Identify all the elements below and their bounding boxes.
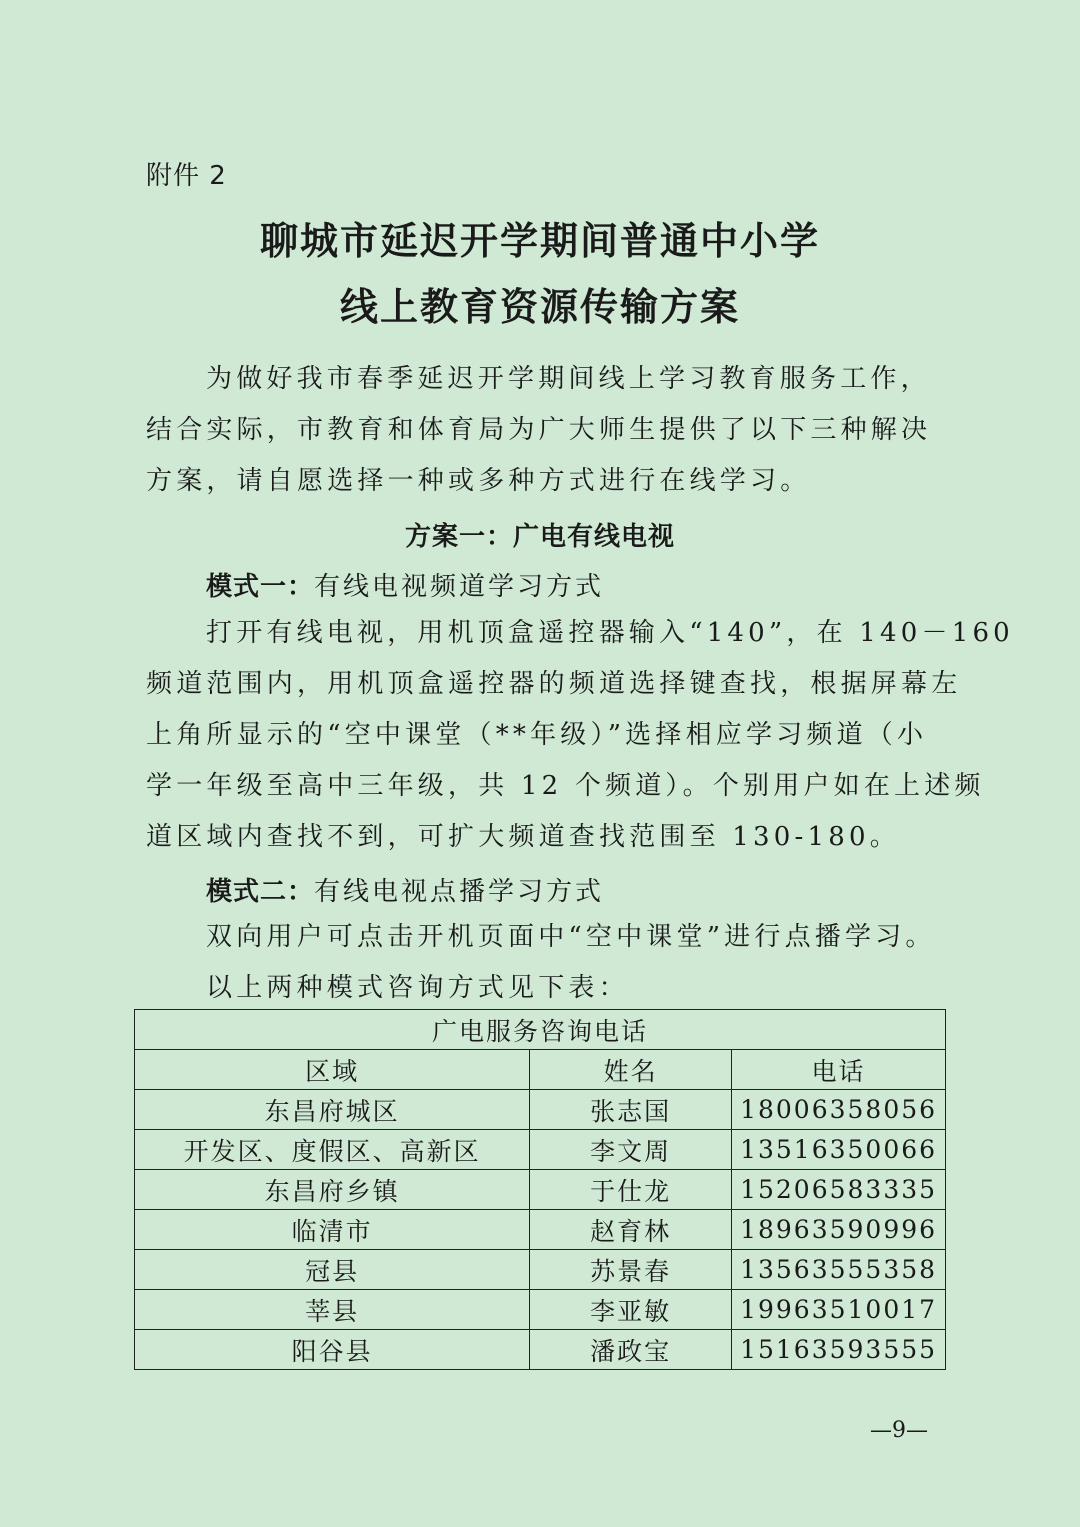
mode1-line: 道区域内查找不到，可扩大频道查找范围至 130-180。 <box>146 822 900 852</box>
cell-region: 莘县 <box>135 1290 530 1330</box>
cell-region: 阳谷县 <box>135 1330 530 1370</box>
cell-phone: 19963510017 <box>732 1290 946 1330</box>
mode2-line: 双向用户可点击开机页面中“空中课堂”进行点播学习。 <box>206 922 936 952</box>
cell-name: 苏景春 <box>530 1250 732 1290</box>
table-row <box>135 1170 946 1210</box>
document-title-line-2: 线上教育资源传输方案 <box>339 285 740 329</box>
mode1-paragraph <box>146 608 1014 863</box>
plan1-heading: 方案一：广电有线电视 <box>404 522 675 552</box>
cell-phone: 13516350066 <box>732 1130 946 1170</box>
mode1-label: 模式一： <box>206 572 315 602</box>
cell-region: 开发区、度假区、高新区 <box>135 1130 530 1170</box>
table-row <box>135 1210 946 1250</box>
cell-phone: 18963590996 <box>732 1210 946 1250</box>
intro-line: 结合实际，市教育和体育局为广大师生提供了以下三种解决 <box>146 415 932 445</box>
header-name: 姓名 <box>530 1050 732 1090</box>
table-caption: 广电服务咨询电话 <box>135 1010 946 1050</box>
cell-region: 东昌府乡镇 <box>135 1170 530 1210</box>
intro-line: 方案，请自愿选择一种或多种方式进行在线学习。 <box>146 466 811 496</box>
intro-line: 为做好我市春季延迟开学期间线上学习教育服务工作， <box>206 364 931 394</box>
cell-name: 潘政宝 <box>530 1330 732 1370</box>
contact-table <box>134 1009 946 1370</box>
mode1-line: 频道范围内，用机顶盒遥控器的频道选择键查找，根据屏幕左 <box>146 669 962 699</box>
header-region: 区域 <box>135 1050 530 1090</box>
table-row <box>135 1090 946 1130</box>
cell-name: 张志国 <box>530 1090 732 1130</box>
mode1-text: 有线电视频道学习方式 <box>314 572 605 602</box>
mode1-line: 上角所显示的“空中课堂（**年级）”选择相应学习频道（小 <box>146 720 928 750</box>
mode2-paragraph <box>146 912 936 1014</box>
cell-phone: 15206583335 <box>732 1170 946 1210</box>
mode1-line: 打开有线电视，用机顶盒遥控器输入“140”，在 140－160 <box>206 618 1014 648</box>
mode2-heading <box>206 871 604 908</box>
cell-phone: 13563555358 <box>732 1250 946 1290</box>
cell-region: 临清市 <box>135 1210 530 1250</box>
mode2-label: 模式二： <box>206 877 315 907</box>
cell-phone: 18006358056 <box>732 1090 946 1130</box>
page-number: —9— <box>870 1418 928 1443</box>
mode2-text: 有线电视点播学习方式 <box>314 877 605 907</box>
table-intro: 以上两种模式咨询方式见下表： <box>206 973 629 1003</box>
cell-name: 李文周 <box>530 1130 732 1170</box>
table-row <box>135 1250 946 1290</box>
cell-name: 于仕龙 <box>530 1170 732 1210</box>
cell-name: 赵育林 <box>530 1210 732 1250</box>
table-row <box>135 1290 946 1330</box>
cell-region: 东昌府城区 <box>135 1090 530 1130</box>
table-row <box>135 1130 946 1170</box>
attachment-label: 附件 2 <box>146 161 227 191</box>
cell-phone: 15163593555 <box>732 1330 946 1370</box>
header-phone: 电话 <box>732 1050 946 1090</box>
intro-paragraph <box>146 354 936 507</box>
mode1-line: 学一年级至高中三年级，共 12 个频道）。个别用户如在上述频 <box>146 771 985 801</box>
table-header-row <box>135 1050 946 1090</box>
cell-name: 李亚敏 <box>530 1290 732 1330</box>
mode1-heading <box>206 566 604 603</box>
table-caption-row <box>135 1010 946 1050</box>
document-title-line-1: 聊城市延迟开学期间普通中小学 <box>259 219 820 263</box>
table-row <box>135 1330 946 1370</box>
cell-region: 冠县 <box>135 1250 530 1290</box>
